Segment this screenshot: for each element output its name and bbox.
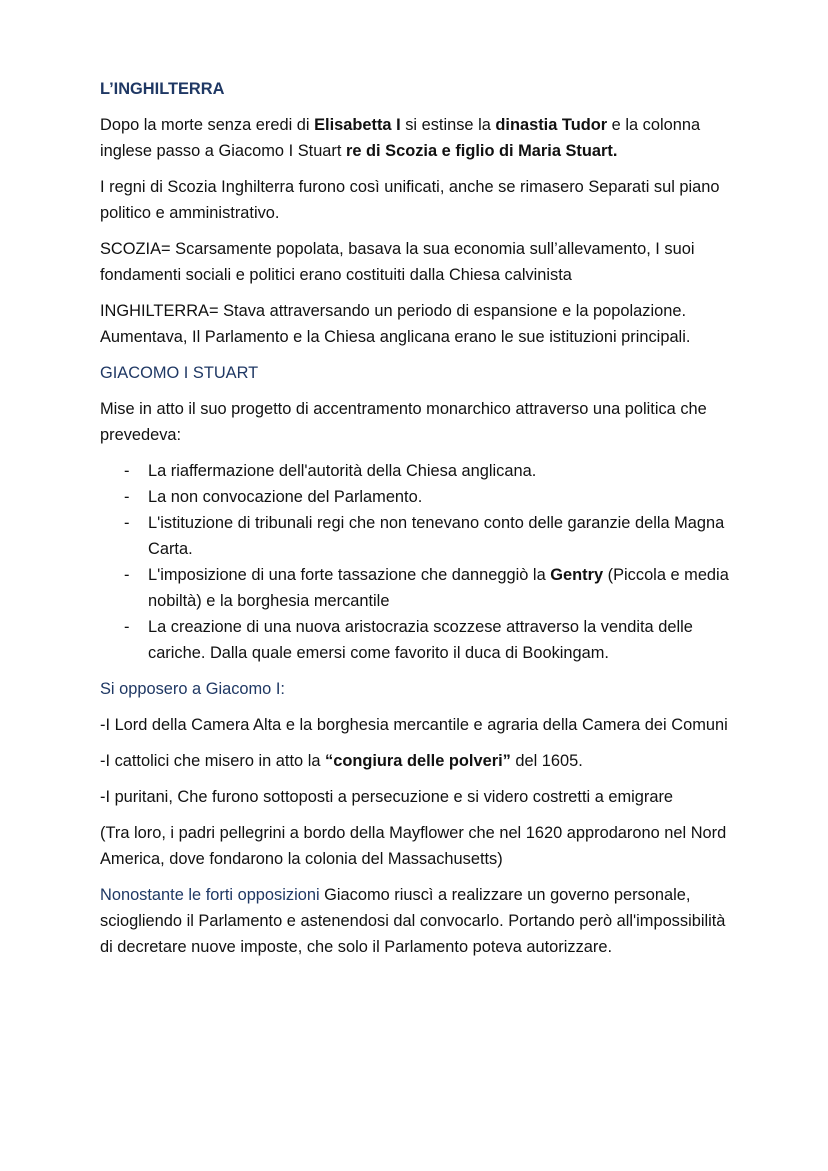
list-item-text: La riaffermazione dell'autorità della Chiesa anglicana. xyxy=(148,462,537,480)
paragraph-puritani: -I puritani, Che furono sottoposti a persecuzione e si videro costretti a emigrare xyxy=(100,788,674,806)
list-item-text: (Piccola e media nobiltà) e la borghesia mercantile xyxy=(148,566,729,610)
section-title-giacomo: GIACOMO I STUART xyxy=(100,364,259,382)
list-item xyxy=(100,614,730,666)
dash-bullet: - xyxy=(124,462,130,480)
bold-re-di-scozia: re di Scozia e figlio di Maria Stuart. xyxy=(346,142,618,160)
dash-bullet: - xyxy=(124,566,130,584)
list-item xyxy=(100,458,730,484)
section-title-inghilterra: L’INGHILTERRA xyxy=(100,80,225,98)
paragraph-progetto: Mise in atto il suo progetto di accentramento monarchico attraverso una politica che prevedeva: xyxy=(100,400,707,444)
text-run: si estinse la xyxy=(400,116,496,134)
paragraph-inghilterra: INGHILTERRA= Stava attraversando un periodo di espansione e la popolazione. Aumentava, Il Parlamento e la Chiesa anglicana erano le sue istituzioni principali. xyxy=(100,302,691,346)
dash-bullet: - xyxy=(124,488,130,506)
list-item-text: La creazione di una nuova aristocrazia scozzese attraverso la vendita delle cariche. Dalla quale emersi come favorito il duca di Bookingam. xyxy=(148,618,693,662)
text-run: del 1605. xyxy=(510,752,583,770)
bold-congiura: “congiura delle polveri” xyxy=(325,752,511,770)
text-run: Dopo la morte senza eredi di xyxy=(100,116,315,134)
blue-lead-text: Nonostante le forti opposizioni xyxy=(100,886,320,904)
dash-bullet: - xyxy=(124,618,130,636)
paragraph-unification: I regni di Scozia Inghilterra furono così unificati, anche se rimasero Separati sul piano politico e amministrativo. xyxy=(100,178,720,222)
dash-bullet: - xyxy=(124,514,130,532)
policy-list xyxy=(100,458,730,666)
list-item-text: L'istituzione di tribunali regi che non tenevano conto delle garanzie della Magna Carta. xyxy=(148,514,725,558)
paragraph-lord: -I Lord della Camera Alta e la borghesia mercantile e agraria della Camera dei Comuni xyxy=(100,716,728,734)
text-run: Giacomo riuscì a realizzare un governo personale, sciogliendo il Parlamento e astenendosi dal convocarlo. Portando però all'impossibilità di decretare nuove imposte, che solo il Parlamento poteva autorizzare. xyxy=(100,886,726,956)
list-item xyxy=(100,562,730,614)
text-run: e la colonna inglese passo a Giacomo I Stuart xyxy=(100,116,701,160)
paragraph-mayflower: (Tra loro, i padri pellegrini a bordo della Mayflower che nel 1620 approdarono nel Nord America, dove fondarono la colonia del Massachusetts) xyxy=(100,824,727,868)
list-item-text: La non convocazione del Parlamento. xyxy=(148,488,423,506)
bold-elisabetta: Elisabetta I xyxy=(314,116,401,134)
paragraph-cattolici xyxy=(100,748,730,774)
paragraph-succession xyxy=(100,112,730,164)
paragraph-governo xyxy=(100,882,730,960)
bold-gentry: Gentry xyxy=(550,566,604,584)
list-item-text: L'imposizione di una forte tassazione che danneggiò la xyxy=(148,566,551,584)
text-run: -I cattolici che misero in atto la xyxy=(100,752,326,770)
bold-dinastia-tudor: dinastia Tudor xyxy=(495,116,608,134)
list-item xyxy=(100,510,730,562)
document-page xyxy=(100,76,730,970)
list-item xyxy=(100,484,730,510)
section-title-opposers: Si opposero a Giacomo I: xyxy=(100,680,285,698)
paragraph-scozia: SCOZIA= Scarsamente popolata, basava la sua economia sull’allevamento, I suoi fondamenti sociali e politici erano costituiti dalla Chiesa calvinista xyxy=(100,240,695,284)
